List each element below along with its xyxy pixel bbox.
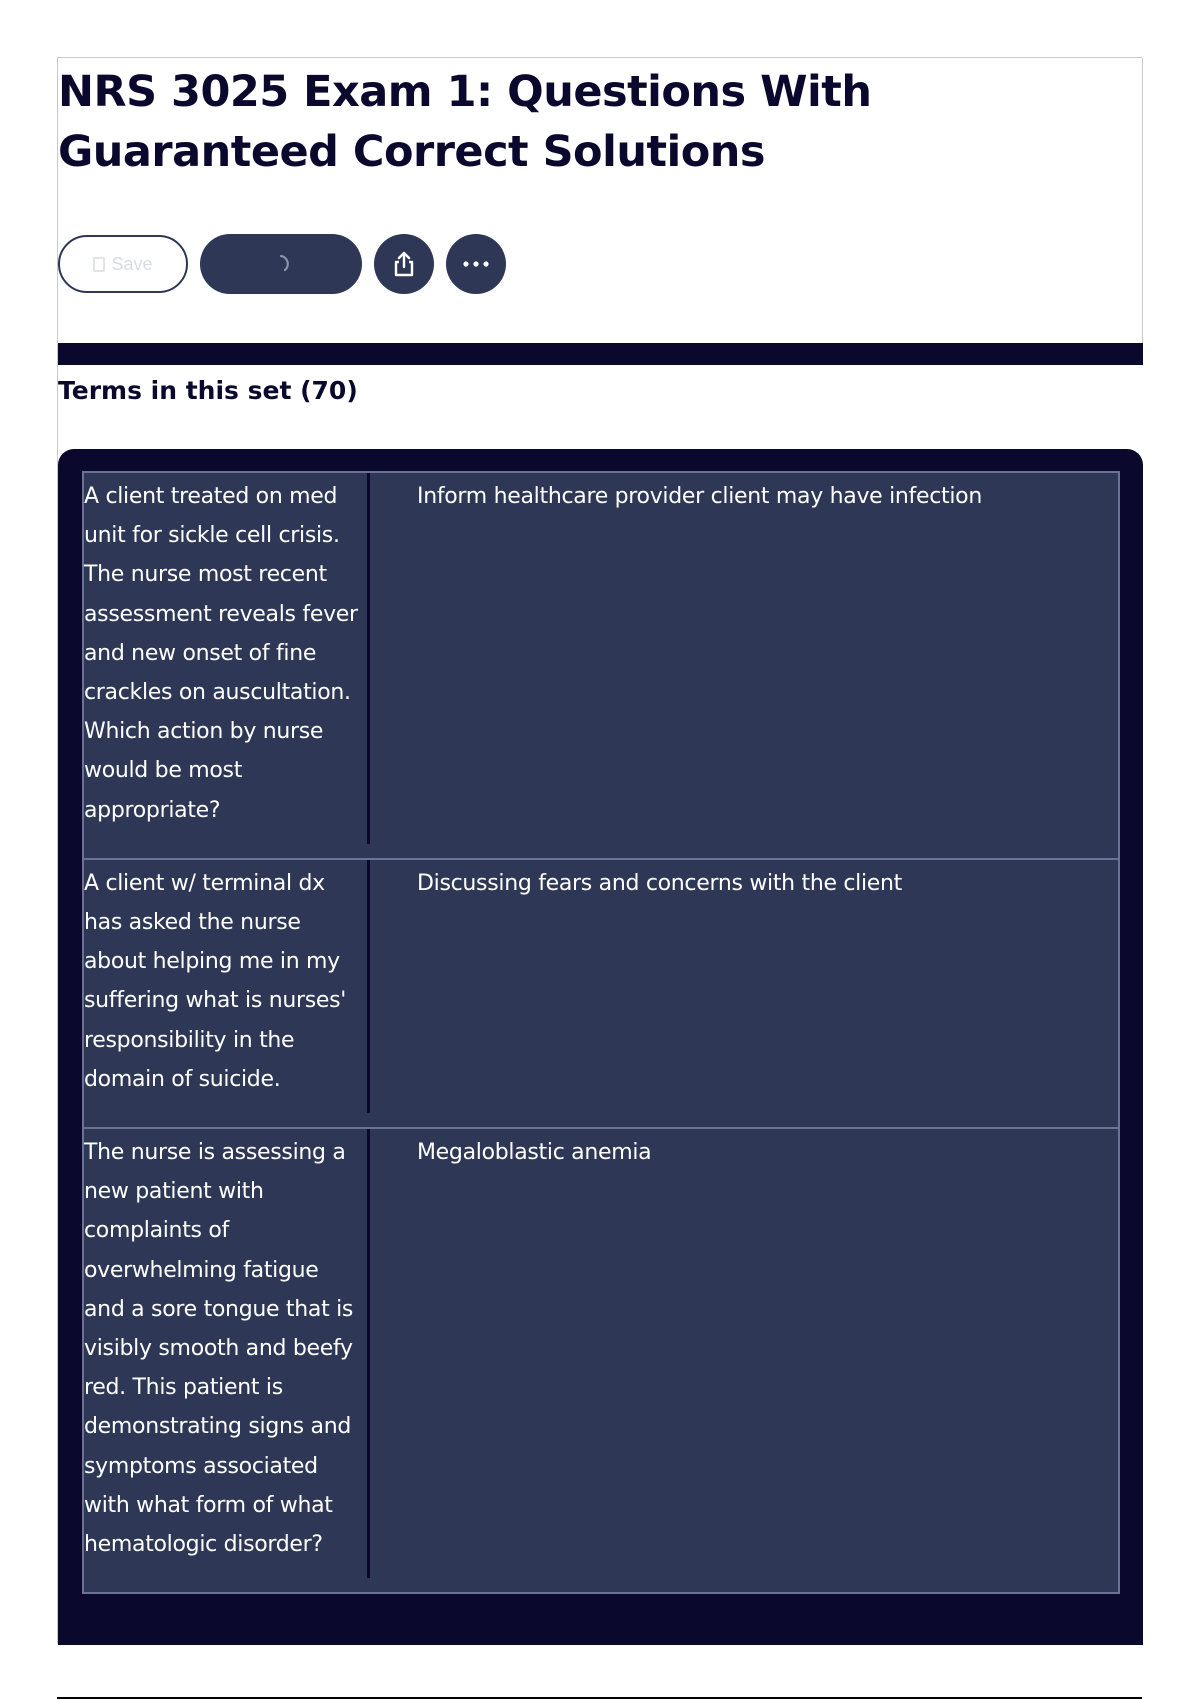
card-definition: Discussing fears and concerns with the client bbox=[417, 870, 903, 896]
save-button[interactable] bbox=[58, 235, 188, 293]
terms-panel bbox=[58, 449, 1143, 1645]
term-card bbox=[82, 471, 1120, 860]
section-divider bbox=[58, 343, 1143, 365]
share-button[interactable] bbox=[374, 234, 434, 294]
terms-heading: Terms in this set (70) bbox=[58, 376, 358, 405]
term-card bbox=[82, 858, 1120, 1129]
page-title: NRS 3025 Exam 1: Questions With Guaranteed Correct Solutions bbox=[58, 67, 872, 177]
save-button-label: Save bbox=[111, 253, 153, 274]
bookmark-icon bbox=[93, 257, 105, 272]
study-set-page bbox=[57, 57, 1142, 1644]
spinner-icon bbox=[270, 253, 292, 275]
ellipsis-icon bbox=[462, 260, 490, 268]
card-term: A client w/ terminal dx has asked the nurse about helping me in my suffering what is nurses' responsibility in the domain of suicide. bbox=[84, 860, 370, 1113]
term-card-list bbox=[82, 473, 1120, 1594]
card-term: A client treated on med unit for sickle cell crisis. The nurse most recent assessment reveals fever and new onset of fine crackles on auscultation. Which action by nurse would be most appropriate? bbox=[84, 473, 370, 844]
card-definition: Megaloblastic anemia bbox=[417, 1140, 652, 1166]
card-term: The nurse is assessing a new patient with complaints of overwhelming fatigue and a sore tongue that is visibly smooth and beefy red. This patient is demonstrating signs and symptoms associated with what form of what hematologic disorder? bbox=[84, 1129, 370, 1578]
page-bottom-rule bbox=[57, 1697, 1142, 1699]
more-options-button[interactable] bbox=[446, 234, 506, 294]
loading-button[interactable] bbox=[200, 234, 362, 294]
term-card bbox=[82, 1127, 1120, 1594]
card-definition: Inform healthcare provider client may have infection bbox=[417, 484, 982, 509]
share-icon bbox=[391, 250, 417, 278]
header-border bbox=[1142, 58, 1143, 344]
action-bar bbox=[58, 234, 506, 294]
